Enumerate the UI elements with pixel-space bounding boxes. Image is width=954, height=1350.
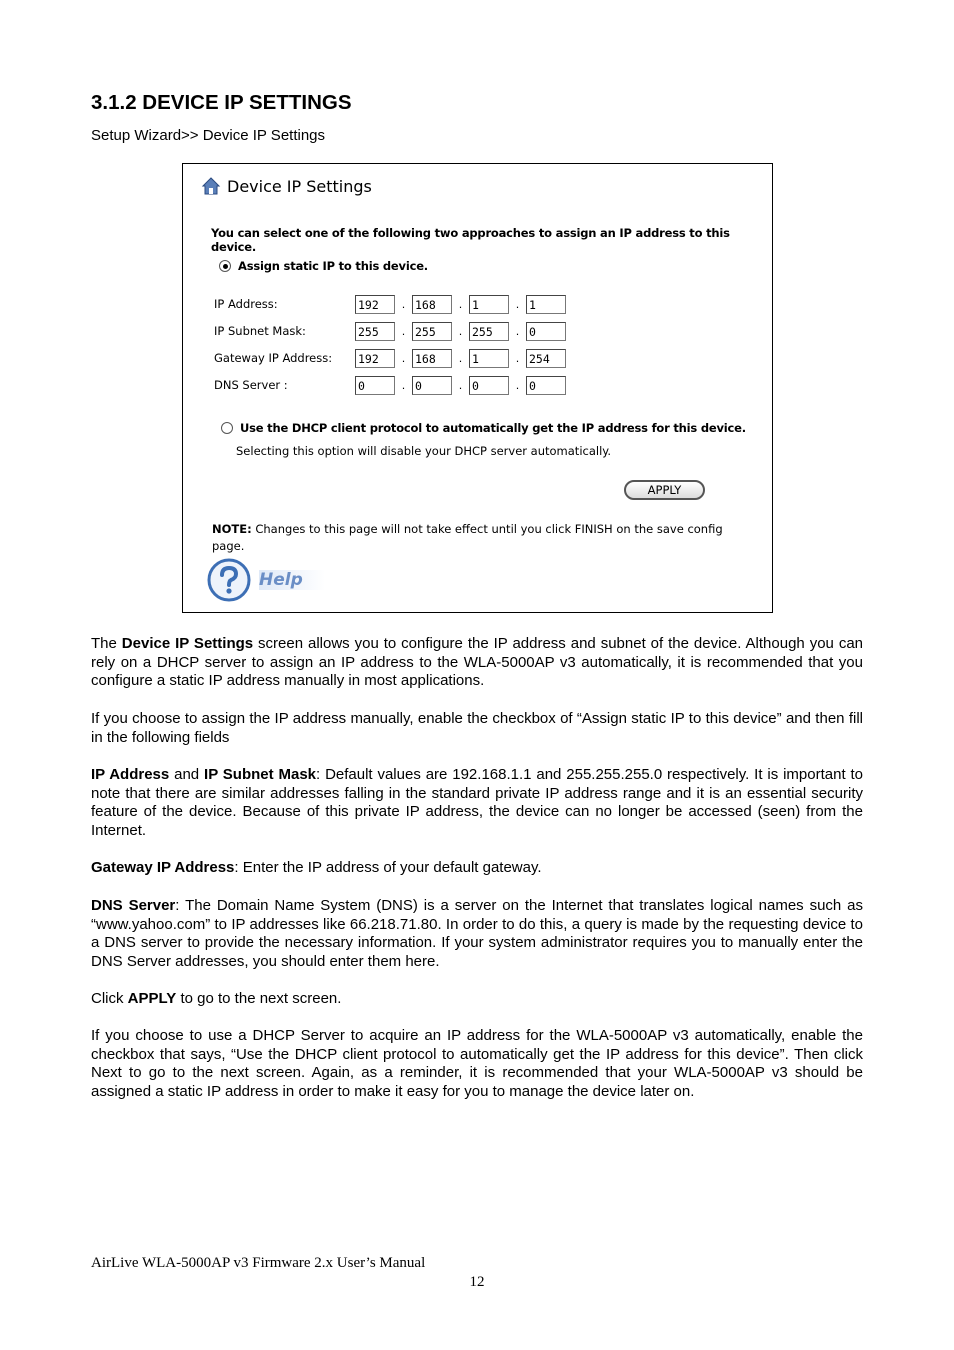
section-heading: 3.1.2 DEVICE IP SETTINGS [91,91,352,114]
gateway-octet-2[interactable]: 168 [412,349,452,368]
p3-post: : Default values are 192.168.1.1 and 255.255.255.0 respectively. It is important to note that there are similar addresses falling in the standard private IP address range and it is an essential security feature of the device. Because of this private IP address, the device can no longer be accessed (seen) from the Internet. [91,766,863,839]
static-ip-option[interactable] [219,259,428,273]
separator: . [458,324,463,338]
ip-address-row [214,293,566,315]
separator: . [458,351,463,365]
ip-address-label: IP Address: [214,297,278,311]
dns-octet-3[interactable]: 0 [469,376,509,395]
panel-title-text: Device IP Settings [227,176,372,196]
paragraph-3 [91,766,863,840]
ip-address-octet-4[interactable]: 1 [526,295,566,314]
note-prefix: NOTE: [212,522,252,536]
gateway-octet-1[interactable]: 192 [355,349,395,368]
home-icon [201,176,221,196]
page-number: 12 [469,1274,485,1290]
p4-post: : Enter the IP address of your default gateway. [234,859,542,876]
subnet-mask-row [214,320,566,342]
help-label[interactable]: Help [259,570,325,590]
subnet-mask-octet-1[interactable]: 255 [355,322,395,341]
subnet-mask-label: IP Subnet Mask: [214,324,306,338]
help-link[interactable] [207,558,325,602]
p3-bold-1: IP Address [91,766,170,783]
dns-label: DNS Server : [214,378,288,392]
dns-row [214,374,566,396]
p6-bold: APPLY [127,990,177,1007]
gateway-label: Gateway IP Address: [214,351,333,365]
p1-pre: The [91,635,122,652]
gateway-octet-4[interactable]: 254 [526,349,566,368]
panel-title [201,176,372,196]
separator: . [401,324,406,338]
subnet-mask-octet-4[interactable]: 0 [526,322,566,341]
paragraph-6 [91,990,863,1009]
footer-title: AirLive WLA-5000AP v3 Firmware 2.x User’s Manual [91,1255,426,1271]
p3-mid: and [169,766,205,783]
apply-button[interactable]: APPLY [624,480,705,500]
separator: . [515,324,520,338]
separator: . [401,297,406,311]
gateway-octet-3[interactable]: 1 [469,349,509,368]
static-ip-radio[interactable] [219,260,231,272]
gateway-row [214,347,566,369]
dhcp-option[interactable] [221,421,746,435]
dhcp-label: Use the DHCP client protocol to automatically get the IP address for this device. [240,421,746,435]
dhcp-radio[interactable] [221,422,233,434]
dns-octet-4[interactable]: 0 [526,376,566,395]
separator: . [458,297,463,311]
p6-pre: Click [91,990,128,1007]
paragraph-2: If you choose to assign the IP address manually, enable the checkbox of “Assign static IP to this device” and then fill in the following fields [91,710,863,746]
p3-bold-2: IP Subnet Mask [204,766,317,783]
separator: . [401,351,406,365]
intro-text: You can select one of the following two approaches to assign an IP address to this device. [211,226,730,254]
note-text [212,521,732,555]
separator: . [515,378,520,392]
separator: . [401,378,406,392]
p4-bold: Gateway IP Address [91,859,235,876]
p6-post: to go to the next screen. [176,990,342,1007]
dns-octet-1[interactable]: 0 [355,376,395,395]
subnet-mask-octet-3[interactable]: 255 [469,322,509,341]
note-body: Changes to this page will not take effect until you click FINISH on the save config page. [212,522,723,553]
paragraph-7: If you choose to use a DHCP Server to acquire an IP address for the WLA-5000AP v3 automatically, enable the checkbox that says, “Use the DHCP client protocol to automatically get the IP address for this device”. Then click Next to go to the next screen. Again, as a reminder, it is recommended that your WLA-5000AP v3 should be assigned a static IP address in order to make it easy for you to manage the device later on. [91,1027,863,1100]
separator: . [515,351,520,365]
ip-address-octet-2[interactable]: 168 [412,295,452,314]
separator: . [458,378,463,392]
separator: . [515,297,520,311]
static-ip-label: Assign static IP to this device. [238,259,428,273]
breadcrumb: Setup Wizard>> Device IP Settings [91,127,326,144]
paragraph-4 [91,859,863,878]
subnet-mask-octet-2[interactable]: 255 [412,322,452,341]
paragraph-1 [91,635,863,691]
ip-address-octet-1[interactable]: 192 [355,295,395,314]
p5-bold: DNS Server [91,897,176,914]
p5-post: : The Domain Name System (DNS) is a server on the Internet that translates logical names such as “www.yahoo.com” to IP addresses like 66.218.71.80. In order to do this, a query is made by the requesting device to a DNS server to provide the necessary information. If your system administrator requires you to manually enter the DNS Server addresses, you should enter them here. [91,897,863,970]
question-mark-icon [207,558,251,602]
device-ip-settings-screenshot [182,163,773,613]
p1-bold: Device IP Settings [121,635,254,652]
p1-post: screen allows you to configure the IP address and subnet of the device. Although you can rely on a DHCP server to assign an IP address to the WLA-5000AP v3 automatically, it is recommended that you configure a static IP address manually in most applications. [91,635,863,689]
dhcp-note: Selecting this option will disable your DHCP server automatically. [236,444,612,458]
paragraph-5 [91,897,863,971]
dns-octet-2[interactable]: 0 [412,376,452,395]
ip-address-octet-3[interactable]: 1 [469,295,509,314]
